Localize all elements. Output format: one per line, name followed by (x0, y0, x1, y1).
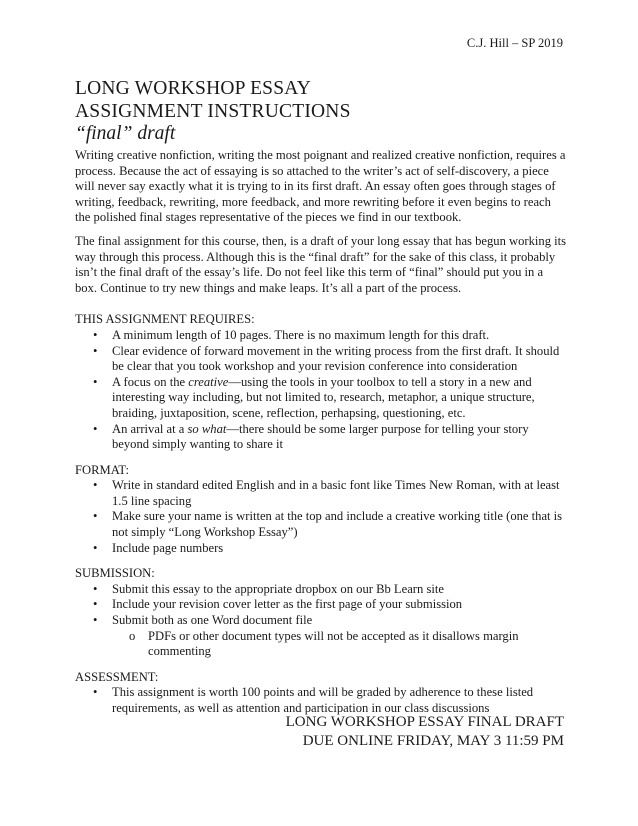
format-list (75, 478, 568, 556)
submission-item-2: • Include your revision cover letter as the first page of your submission (75, 597, 568, 613)
submission-heading: SUBMISSION: (75, 566, 155, 581)
format-item-2: • Make sure your name is written at the top and include a creative working title (one that is not simply “Long Workshop Essay”) (75, 509, 568, 540)
due-date-footer (286, 713, 564, 750)
document-subtitle: “final” draft (75, 123, 176, 144)
footer-line-2: DUE ONLINE FRIDAY, MAY 3 11:59 PM (302, 732, 564, 749)
author-term-header: C.J. Hill – SP 2019 (466, 36, 563, 50)
requires-item-2: • Clear evidence of forward movement in the writing process from the first draft. It should be clear that you took workshop and your revision conference into consideration (75, 344, 568, 375)
assessment-heading: ASSESSMENT: (75, 669, 159, 684)
title-line-2: ASSIGNMENT INSTRUCTIONS (75, 101, 351, 122)
format-heading: FORMAT: (75, 462, 129, 477)
requires-item-3-prefix: A focus on the (112, 374, 189, 389)
submission-item-1: • Submit this essay to the appropriate dropbox on our Bb Learn site (75, 582, 568, 598)
requires-heading: THIS ASSIGNMENT REQUIRES: (75, 312, 255, 327)
submission-item-3-text: Submit both as one Word document file (112, 613, 313, 628)
requires-item-4-rest: —there should be some larger purpose for telling your story beyond simply wanting to share it (112, 421, 529, 452)
submission-item-3 (75, 613, 568, 660)
requires-item-3 (75, 375, 568, 422)
intro-paragraph-2: The final assignment for this course, then, is a draft of your long essay that has begun working its way through this process. Although this is the “final draft” for the sake of this class, it probably isn’t the final draft of the essay’s life. Do not feel like this term of “final” should put you in a box. Continue to try new things and make leaps. It’s all a part of the process. (75, 233, 567, 295)
requires-item-1: • A minimum length of 10 pages. There is no maximum length for this draft. (75, 328, 568, 344)
requires-item-4-prefix: An arrival at a (112, 421, 188, 436)
submission-subitem-1: o PDFs or other document types will not be accepted as it disallows margin commenting (112, 629, 568, 660)
submission-sublist (112, 629, 568, 660)
document-title (75, 77, 351, 123)
footer-line-1: LONG WORKSHOP ESSAY FINAL DRAFT (285, 714, 564, 730)
requires-item-3-rest: —using the tools in your toolbox to tell a story in a new and interesting way including, but not limited to, research, metaphor, a unique structure, braiding, juxtaposition, scene, reflection, perhapsing, questioning, etc. (112, 374, 535, 420)
requires-item-4-emphasis: so what (187, 421, 227, 436)
intro-paragraph-1: Writing creative nonfiction, writing the most poignant and realized creative nonfiction, requires a process. Because the act of essaying is so attached to the writer’s act of self-discovery, a piece will never say exactly what it is trying to in its first draft. An essay often goes through stages of writing, feedback, rewriting, more feedback, and more rewriting before it even begins to reach the polished final stages representative of the pieces we find in our textbook. (75, 148, 566, 225)
format-item-3: • Include page numbers (75, 541, 568, 557)
format-item-1: • Write in standard edited English and in a basic font like Times New Roman, with at least 1.5 line spacing (75, 478, 568, 509)
assessment-list (75, 685, 568, 716)
requires-item-3-emphasis: creative (188, 374, 229, 389)
title-line-1: LONG WORKSHOP ESSAY (75, 78, 312, 99)
requires-item-4 (75, 422, 568, 453)
requires-list (75, 328, 568, 453)
submission-list (75, 582, 568, 660)
assessment-item-1: • This assignment is worth 100 points and will be graded by adherence to these listed requirements, as well as attention and participation in our class discussions (75, 685, 568, 716)
document-body (75, 148, 568, 717)
